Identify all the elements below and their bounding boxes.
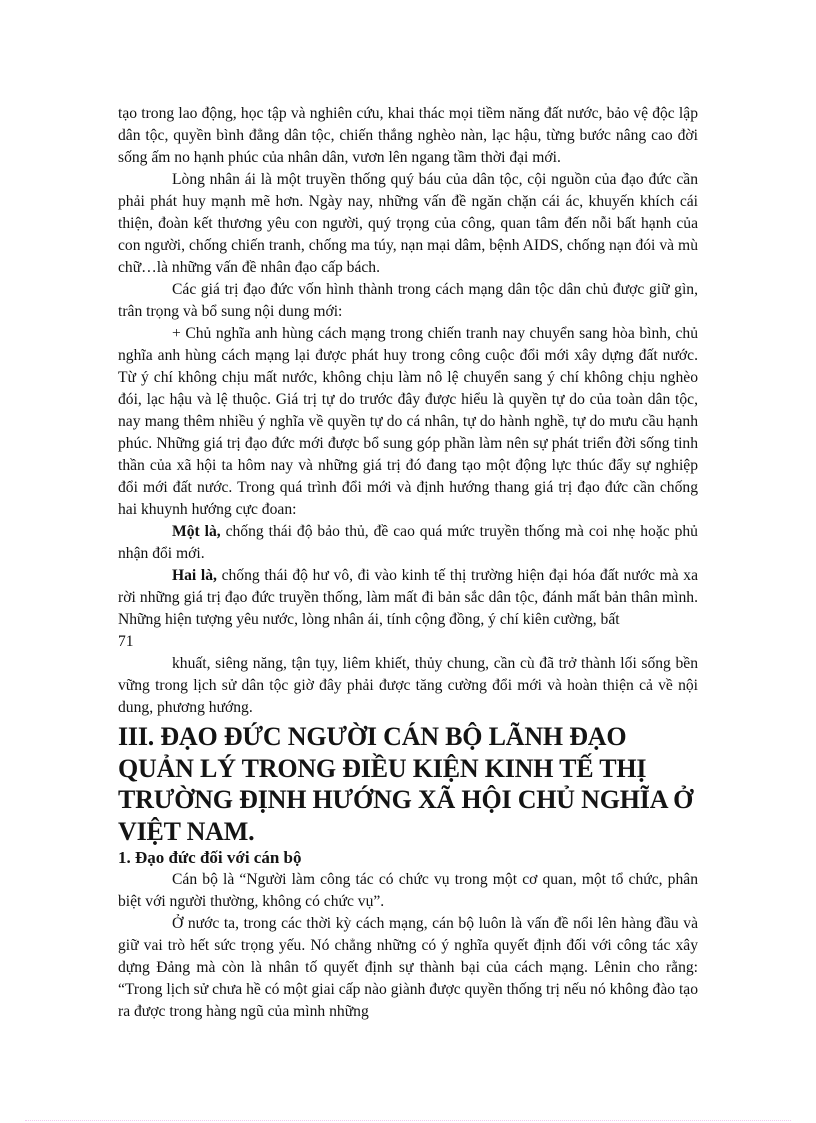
paragraph-revolutionary-heroism: + Chủ nghĩa anh hùng cách mạng trong chiến tranh nay chuyển sang hòa bình, chủ nghĩa anh hùng cách mạng lại được phát huy trong công cuộc đổi mới xây dựng đất nước. Từ ý chí không chịu mất nước, không chịu làm nô lệ chuyển sang ý chí không chịu nghèo đói, lạc hậu và lệ thuộc. Giá trị tự do trước đây được hiểu là quyền tự do của toàn dân tộc, nay mang thêm nhiều ý nghĩa về quyền tự do cá nhân, tự do hành nghề, tự do mưu cầu hạnh phúc. Những giá trị đạo đức mới được bổ sung góp phần làm nên sự phát triển đời sống tinh thần của xã hội ta hôm nay và những giá trị đó đang tạo một động lực thúc đẩy sự nghiệp đổi mới đất nước. Trong quá trình đổi mới và định hướng thang giá trị đạo đức cần chống hai khuynh hướng cực đoan: — [118, 325, 698, 518]
point-two-lead: Hai là, — [172, 567, 217, 584]
section-heading: III. ĐẠO ĐỨC NGƯỜI CÁN BỘ LÃNH ĐẠO QUẢN LÝ TRONG ĐIỀU KIỆN KINH TẾ THỊ TRƯỜNG ĐỊNH HƯỚNG XÃ HỘI CHỦ NGHĨA Ở VIỆT NAM. — [118, 722, 694, 846]
paragraph-moral-values: Các giá trị đạo đức vốn hình thành trong cách mạng dân tộc dân chủ được giữ gìn, trân trọng và bổ sung nội dung mới: — [118, 281, 698, 320]
paragraph-continuation: khuất, siêng năng, tận tụy, liêm khiết, thủy chung, cần cù đã trở thành lối sống bền vững trong lịch sử dân tộc giờ đây phải được tăng cường đổi mới và hoàn thiện cả về nội dung, phương hướng. — [118, 655, 698, 716]
page-number: 71 — [118, 633, 134, 650]
page-bottom-dotted-rule — [25, 1120, 791, 1121]
paragraph-cadre-role: Ở nước ta, trong các thời kỳ cách mạng, cán bộ luôn là vấn đề nổi lên hàng đầu và giữ vai trò hết sức trọng yếu. Nó chẳng những có ý nghĩa quyết định đối với công tác xây dựng Đảng mà còn là nhân tố quyết định sự thành bại của cách mạng. Lênin cho rằng: “Trong lịch sử chưa hề có một giai cấp nào giành được quyền thống trị nếu nó không đào tạo ra được trong hàng ngũ của mình những — [118, 915, 698, 1020]
point-one-text: chống thái độ bảo thủ, đề cao quá mức truyền thống mà coi nhẹ hoặc phủ nhận đổi mới. — [118, 523, 698, 562]
point-one-lead: Một là, — [172, 523, 221, 540]
paragraph-cadre-definition: Cán bộ là “Người làm công tác có chức vụ trong một cơ quan, một tổ chức, phân biệt với người thường, không có chức vụ”. — [118, 871, 698, 910]
sub-heading: 1. Đạo đức đối với cán bộ — [118, 848, 302, 867]
point-two-text: chống thái độ hư vô, đi vào kinh tế thị trường hiện đại hóa đất nước mà xa rời những giá trị đạo đức truyền thống, làm mất đi bản sắc dân tộc, đánh mất bản thân mình. Những hiện tượng yêu nước, lòng nhân ái, tính cộng đồng, ý chí kiên cường, bất — [118, 567, 698, 628]
paragraph-point-one — [118, 521, 698, 565]
paragraph-continued-opening: tạo trong lao động, học tập và nghiên cứu, khai thác mọi tiềm năng đất nước, bảo vệ độc lập dân tộc, quyền bình đẳng dân tộc, chiến thắng nghèo nàn, lạc hậu, từng bước nâng cao đời sống ấm no hạnh phúc của nhân dân, vươn lên ngang tầm thời đại mới. — [118, 105, 698, 166]
document-page — [118, 103, 698, 1023]
paragraph-compassion: Lòng nhân ái là một truyền thống quý báu của dân tộc, cội nguồn của đạo đức cần phải phát huy mạnh mẽ hơn. Ngày nay, những vấn đề ngăn chặn cái ác, khuyến khích cái thiện, đoàn kết thương yêu con người, quý trọng của công, quan tâm đến nỗi bất hạnh của con người, chống chiến tranh, chống ma túy, nạn mại dâm, bệnh AIDS, chống nạn đói và mù chữ…là những vấn đề nhân đạo cấp bách. — [118, 171, 698, 276]
paragraph-point-two — [118, 565, 698, 631]
